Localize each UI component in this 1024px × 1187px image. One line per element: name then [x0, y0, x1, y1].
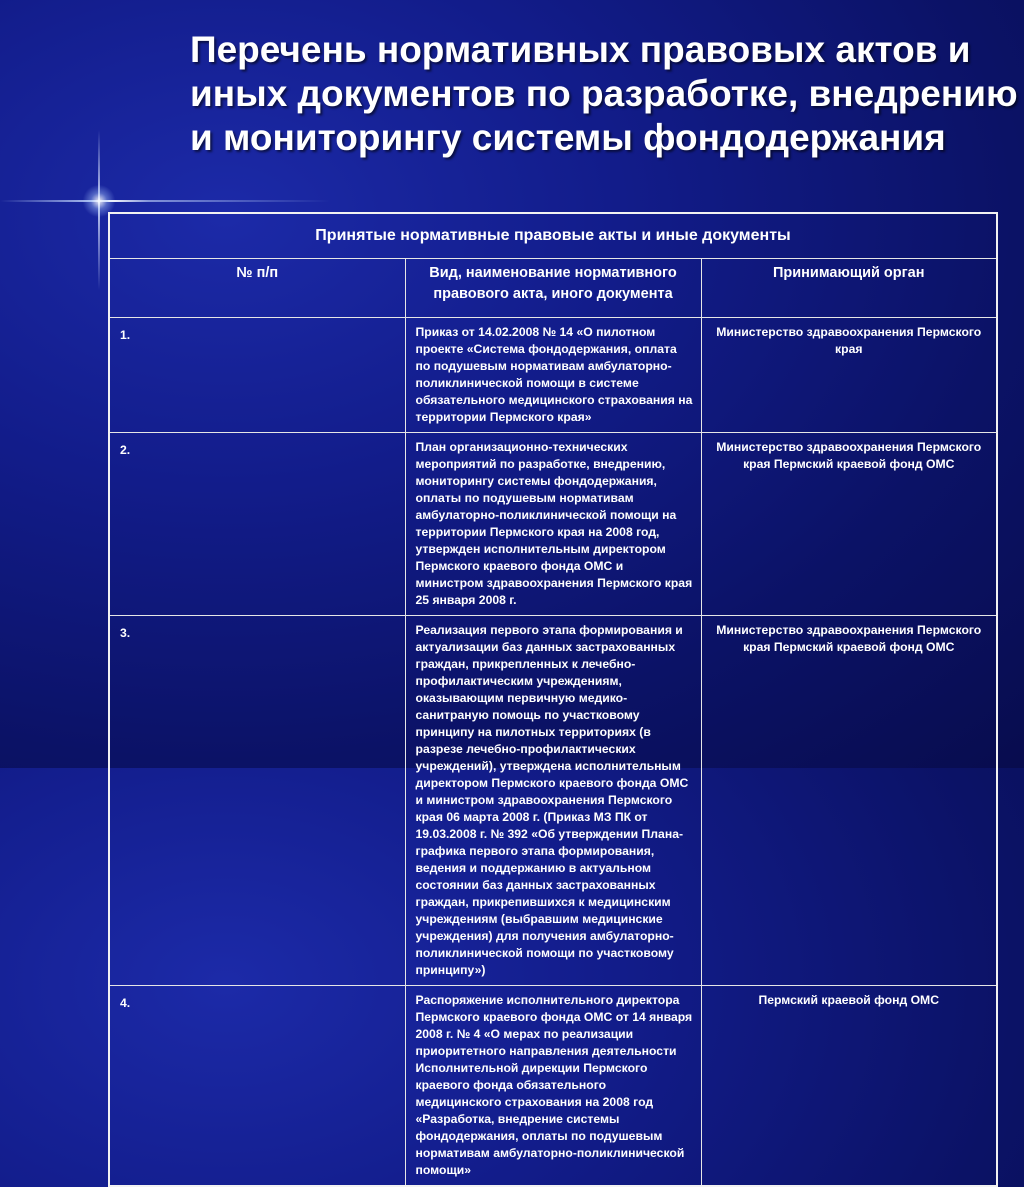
row-document: Реализация первого этапа формирования и актуализации баз данных застрахованных граждан, прикрепленных к лечебно-профилактическим учреждениям, оказывающим первичную медико-санитраную помощь по участковому принципу на пилотных территориях (в разрезе лечебно-профилактических учреждений), утверждена исполнительным директором Пермского краевого фонда ОМС и министром здравоохранения Пермского края 06 марта 2008 г. (Приказ МЗ ПК от 19.03.2008 г. № 392 «Об утверждении Плана-графика первого этапа формирования, ведения и поддержанию в актуальном состоянии баз данных застрахованных граждан, прикрепившихся к медицинским учреждениям (выбравшим медицинские учреждения) для получения амбулаторно-поликлинической помощи по участковому принципу»)	[405, 616, 701, 986]
row-document: Распоряжение исполнительного директора Пермского краевого фонда ОМС от 14 января 2008 г. № 4 «О мерах по реализации приоритетного направления деятельности Исполнительной дирекции Пермского краевого фонда обязательного медицинского страхования на 2008 год «Разработка, внедрение системы фондодержания, оплаты по подушевым нормативам амбулаторно-поликлинической помощи»	[405, 986, 701, 1187]
slide-title: Перечень нормативных правовых актов и иных документов по разработке, внедрению и мониторингу системы фондодержания	[190, 29, 1018, 158]
light-flare-horizontal	[0, 200, 330, 202]
row-authority: Министерство здравоохранения Пермского края	[701, 318, 997, 433]
documents-table	[108, 212, 998, 1187]
row-document: Приказ от 14.02.2008 № 14 «О пилотном проекте «Система фондодержания, оплата по подушевым нормативам амбулаторно-поликлинической помощи в системе обязательного медицинского страхования на территории Пермского края»	[405, 318, 701, 433]
table-header: Принятые нормативные правовые акты и иные документы	[109, 213, 997, 259]
row-number: 3.	[109, 616, 405, 986]
column-header-document: Вид, наименование нормативного правового акта, иного документа	[405, 259, 701, 318]
row-authority: Пермский краевой фонд ОМС	[701, 986, 997, 1187]
column-headers-row	[109, 259, 997, 318]
column-header-authority: Принимающий орган	[701, 259, 997, 318]
row-document: План организационно-технических мероприятий по разработке, внедрению, мониторингу системы фондодержания, оплаты по подушевым нормативам амбулаторно-поликлинической помощи на территории Пермского края на 2008 год, утвержден исполнительным директором Пермского краевого фонда ОМС и министром здравоохранения Пермского края 25 января 2008 г.	[405, 433, 701, 616]
table-row	[109, 433, 997, 616]
row-authority: Министерство здравоохранения Пермского края Пермский краевой фонд ОМС	[701, 616, 997, 986]
table-row	[109, 616, 997, 986]
table-header-row	[109, 213, 997, 259]
row-number: 2.	[109, 433, 405, 616]
row-authority: Министерство здравоохранения Пермского края Пермский краевой фонд ОМС	[701, 433, 997, 616]
column-header-number: № п/п	[109, 259, 405, 318]
row-number: 4.	[109, 986, 405, 1187]
table-row	[109, 986, 997, 1187]
row-number: 1.	[109, 318, 405, 433]
table-row	[109, 318, 997, 433]
